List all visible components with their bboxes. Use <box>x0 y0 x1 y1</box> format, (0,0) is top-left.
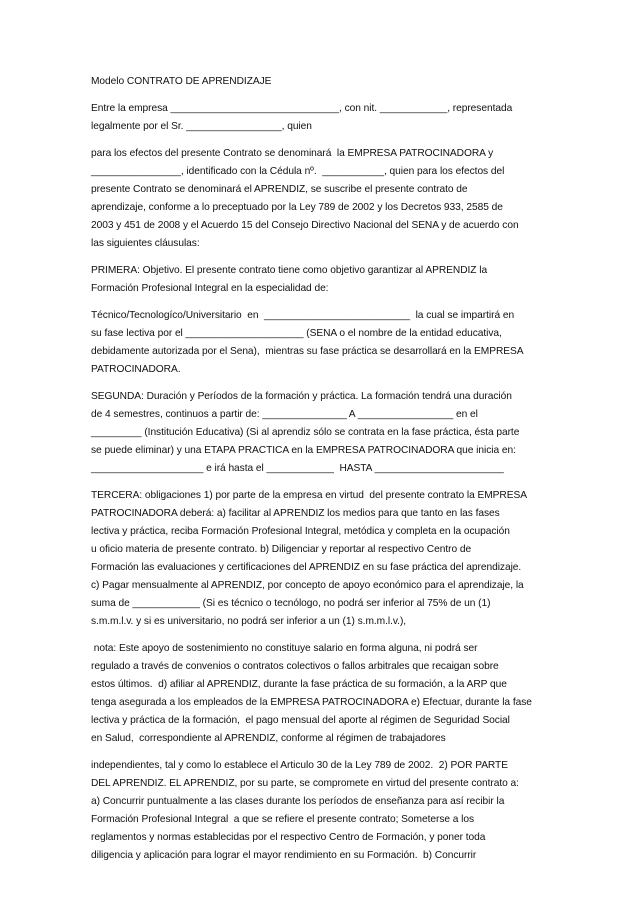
text-line: suma de ____________ (Si es técnico o tecnólogo, no podrá ser inferior al 75% de un (1) <box>91 598 491 609</box>
text-line: ________________, identificado con la Cédula nº. ___________, quien para los efectos del <box>91 166 505 177</box>
text-line: Formación Profesional Integral en la especialidad de: <box>91 283 329 294</box>
paragraph-nota <box>91 640 561 748</box>
text-line: PATROCINADORA deberá: a) facilitar al APRENDIZ los medios para que tanto en las fases <box>91 508 500 519</box>
text-line: en Salud, correspondiente al APRENDIZ, conforme al régimen de trabajadores <box>91 733 446 744</box>
paragraph-segunda <box>91 388 561 478</box>
text-line: tenga asegurada a los empleados de la EMPRESA PATROCINADORA e) Efectuar, durante la fase <box>91 697 532 708</box>
paragraph-definitions <box>91 145 561 253</box>
text-line: PATROCINADORA. <box>91 364 181 375</box>
text-line: c) Pagar mensualmente al APRENDIZ, por concepto de apoyo económico para el aprendizaje, la <box>91 580 524 591</box>
text-line: lectiva y práctica, reciba Formación Profesional Integral, metódica y completa en la ocupación <box>91 526 510 537</box>
text-line: diligencia y aplicación para lograr el mayor rendimiento en su Formación. b) Concurrir <box>91 850 477 861</box>
paragraph-parties <box>91 100 561 136</box>
paragraph-primera <box>91 262 561 298</box>
text-line: independientes, tal y como lo establece el Articulo 30 de la Ley 789 de 2002. 2) POR PARTE <box>91 760 508 771</box>
text-line: legalmente por el Sr. _________________, quien <box>91 121 312 132</box>
text-line: de 4 semestres, continuos a partir de: _______________ A _________________ en el <box>91 409 478 420</box>
text-line: Formación las evaluaciones y certificaciones del APRENDIZ en su fase práctica del aprendizaje. <box>91 562 522 573</box>
text-line: las siguientes cláusulas: <box>91 238 200 249</box>
text-line: Técnico/Tecnologíco/Universitario en __________________________ la cual se impartirá en <box>91 310 515 321</box>
text-line: u oficio materia de presente contrato. b) Diligenciar y reportar al respectivo Centro de <box>91 544 472 555</box>
text-line: presente Contrato se denominará el APRENDIZ, se suscribe el presente contrato de <box>91 184 468 195</box>
text-line: TERCERA: obligaciones 1) por parte de la empresa en virtud del presente contrato la EMPRESA <box>91 490 527 501</box>
text-line: su fase lectiva por el _____________________ (SENA o el nombre de la entidad educativa, <box>91 328 502 339</box>
text-line: aprendizaje, conforme a lo preceptuado por la Ley 789 de 2002 y los Decretos 933, 2585 de <box>91 202 503 213</box>
text-line: nota: Este apoyo de sostenimiento no constituye salario en forma alguna, ni podrá ser <box>91 643 478 654</box>
text-line: reglamentos y normas establecidas por el respectivo Centro de Formación, y poner toda <box>91 832 486 843</box>
text-line: 2003 y 451 de 2008 y el Acuerdo 15 del Consejo Directivo Nacional del SENA y de acuerdo con <box>91 220 519 231</box>
paragraph-specialty <box>91 307 561 379</box>
document-title: Modelo CONTRATO DE APRENDIZAJE <box>91 76 272 87</box>
text-line: DEL APRENDIZ. EL APRENDIZ, por su parte, se compromete en virtud del presente contrato a: <box>91 778 519 789</box>
text-line: debidamente autorizada por el Sena), mientras su fase práctica se desarrollará en la EMPRESA <box>91 346 524 357</box>
text-line: PRIMERA: Objetivo. El presente contrato tiene como objetivo garantizar al APRENDIZ la <box>91 265 488 276</box>
paragraph-tercera <box>91 487 561 631</box>
text-line: a) Concurrir puntualmente a las clases durante los períodos de enseñanza para así recibir la <box>91 796 505 807</box>
text-line: _________ (Institución Educativa) (Si al aprendiz sólo se contrata en la fase práctica, ésta parte <box>91 427 520 438</box>
text-line: para los efectos del presente Contrato se denominará la EMPRESA PATROCINADORA y <box>91 148 494 159</box>
text-line: estos últimos. d) afiliar al APRENDIZ, durante la fase práctica de su formación, a la ARP que <box>91 679 507 690</box>
text-line: ____________________ e irá hasta el ____________ HASTA _______________________ <box>91 463 504 474</box>
document-page <box>91 73 561 874</box>
text-line: regulado a través de convenios o contratos colectivos o fallos arbitrales que recaigan sobre <box>91 661 499 672</box>
text-line: Entre la empresa ______________________________, con nit. ____________, representada <box>91 103 513 114</box>
text-line: lectiva y práctica de la formación, el pago mensual del aporte al régimen de Seguridad Social <box>91 715 510 726</box>
text-line: s.m.m.l.v. y si es universitario, no podrá ser inferior a un (1) s.m.m.l.v.), <box>91 616 407 627</box>
paragraph-independientes <box>91 757 561 865</box>
document-body <box>91 100 561 865</box>
text-line: se puede eliminar) y una ETAPA PRACTICA en la EMPRESA PATROCINADORA que inicia en: <box>91 445 516 456</box>
text-line: SEGUNDA: Duración y Períodos de la formación y práctica. La formación tendrá una duración <box>91 391 512 402</box>
text-line: Formación Profesional Integral a que se refiere el presente contrato; Someterse a los <box>91 814 475 825</box>
